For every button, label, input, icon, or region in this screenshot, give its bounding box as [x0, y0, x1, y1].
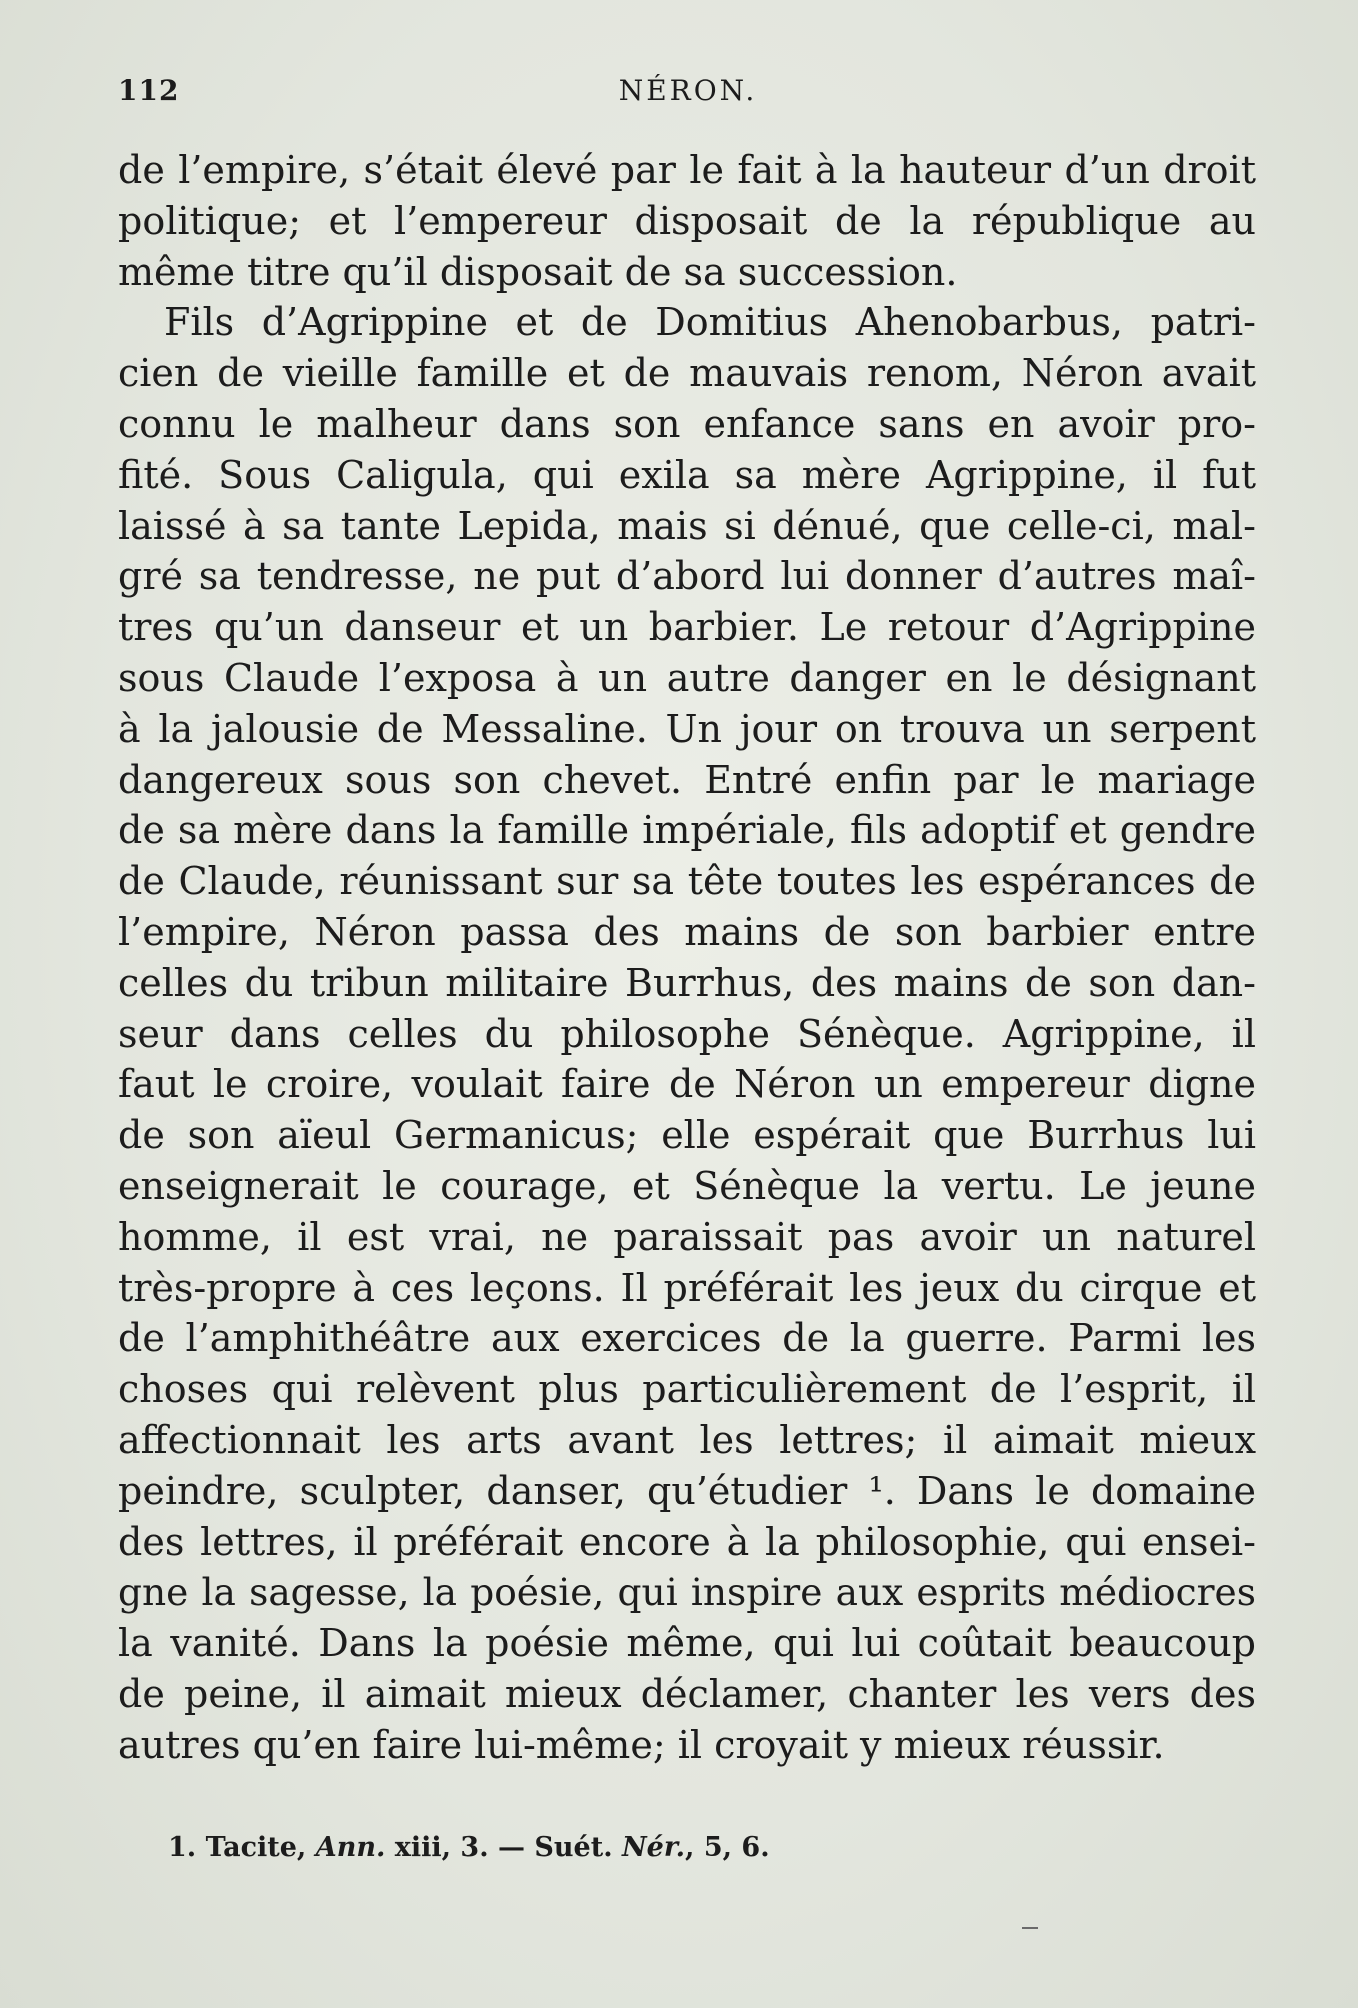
text-line: enseignerait le courage, et Sénèque la vertu. Le jeune — [118, 1163, 1256, 1208]
print-smudge — [1022, 1927, 1038, 1929]
paragraph-start-line: Fils d’Agrippine et de Domitius Ahenobarbus, patri- — [164, 300, 1256, 345]
text-line: gré sa tendresse, ne put d’abord lui donner d’autres maî- — [118, 554, 1256, 599]
text-line: la vanité. Dans la poésie même, qui lui coûtait beaucoup — [118, 1621, 1256, 1666]
page-number: 112 — [118, 74, 180, 107]
text-line: de l’amphithéâtre aux exercices de la guerre. Parmi les — [118, 1316, 1256, 1361]
text-line: très-propre à ces leçons. Il préférait les jeux du cirque et — [118, 1265, 1256, 1310]
page-header — [118, 74, 1258, 114]
text-line: choses qui relèvent plus particulièrement de l’esprit, il — [118, 1367, 1256, 1412]
text-line: faut le croire, voulait faire de Néron un empereur digne — [118, 1062, 1256, 1107]
footnote — [168, 1832, 770, 1863]
text-line: seur dans celles du philosophe Sénèque. Agrippine, il — [118, 1011, 1256, 1056]
text-line: à la jalousie de Messaline. Un jour on trouva un serpent — [118, 706, 1256, 751]
text-line: laissé à sa tante Lepida, mais si dénué, que celle-ci, mal- — [118, 503, 1256, 548]
text-line: gne la sagesse, la poésie, qui inspire aux esprits médiocres — [118, 1570, 1256, 1615]
text-line: l’empire, Néron passa des mains de son barbier entre — [118, 909, 1256, 954]
body-text — [118, 145, 1256, 1771]
text-line: de peine, il aimait mieux déclamer, chanter les vers des — [118, 1671, 1256, 1716]
text-line: de son aïeul Germanicus; elle espérait que Burrhus lui — [118, 1113, 1256, 1158]
text-line: homme, il est vrai, ne paraissait pas avoir un naturel — [118, 1214, 1256, 1259]
text-line: tres qu’un danseur et un barbier. Le retour d’Agrippine — [118, 605, 1256, 650]
text-line: politique; et l’empereur disposait de la république au — [118, 198, 1256, 243]
text-line: affectionnait les arts avant les lettres; il aimait mieux — [118, 1417, 1256, 1462]
text-line: de l’empire, s’était élevé par le fait à la hauteur d’un droit — [118, 148, 1256, 192]
running-title: NÉRON. — [618, 74, 758, 107]
text-line: des lettres, il préférait encore à la philosophie, qui ensei- — [118, 1519, 1256, 1564]
text-line: même titre qu’il disposait de sa succession. — [118, 249, 958, 294]
text-line: connu le malheur dans son enfance sans en avoir pro- — [118, 401, 1256, 446]
text-line: celles du tribun militaire Burrhus, des mains de son dan- — [118, 960, 1256, 1005]
text-line: sous Claude l’exposa à un autre danger en le désignant — [118, 655, 1256, 700]
text-line: cien de vieille famille et de mauvais renom, Néron avait — [118, 351, 1256, 396]
footnote-reference-end: , 5, 6. — [685, 1832, 770, 1863]
footnote-work-annals: Ann. — [315, 1832, 386, 1863]
text-line: autres qu’en faire lui-même; il croyait y mieux réussir. — [118, 1722, 1165, 1767]
text-line: de sa mère dans la famille impériale, fils adoptif et gendre — [118, 808, 1256, 853]
text-line: fité. Sous Caligula, qui exila sa mère Agrippine, il fut — [118, 452, 1256, 497]
footnote-reference: xiii, 3. — Suét. — [385, 1832, 622, 1863]
footnote-prefix: 1. Tacite, — [168, 1832, 316, 1863]
text-line: dangereux sous son chevet. Entré enfin par le mariage — [118, 757, 1256, 802]
footnote-work-nero: Nér. — [622, 1832, 686, 1863]
text-line: peindre, sculpter, danser, qu’étudier ¹. Dans le domaine — [118, 1468, 1256, 1513]
text-line: de Claude, réunissant sur sa tête toutes les espérances de — [118, 859, 1256, 904]
